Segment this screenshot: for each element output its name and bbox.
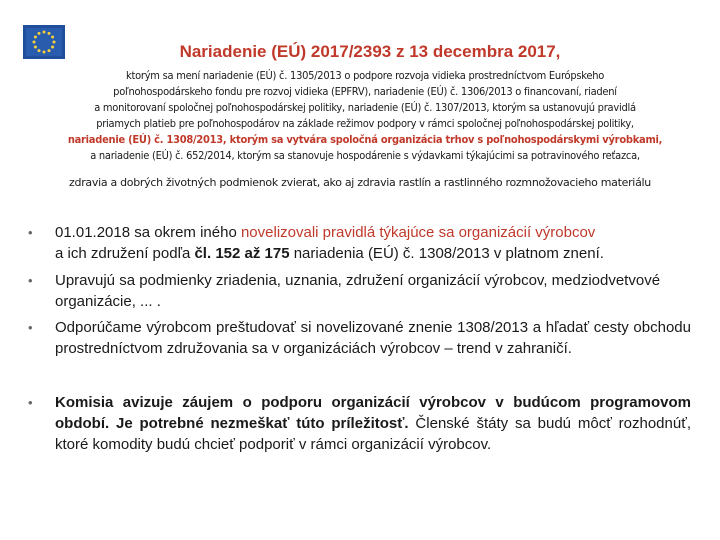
eu-flag-logo <box>23 25 65 59</box>
bullet-icon: • <box>28 395 33 410</box>
intro-line: a monitorovaní spoločnej poľnohospodárskej politiky, nariadenie (EÚ) č. 1307/2013, ktorým sa ustanovujú pravidlá <box>94 101 636 114</box>
page-title: Nariadenie (EÚ) 2017/2393 z 13 decembra 2017, <box>179 42 561 61</box>
point-bold: Komisia avizuje záujem o podporu organizácií výrobcov v budúcom programovom období. Je potrebné nezmeškať túto príležitosť. <box>55 394 691 432</box>
point-text: 01.01.2018 sa okrem iného <box>55 224 241 241</box>
point-text: a ich združení podľa <box>55 245 195 262</box>
point-text: Odporúčame výrobcom preštudovať si novelizované znenie 1308/2013 a hľadať cesty obchodu prostredníctvom združovania sa v organizáciách výrobcov – trend v zahraničí. <box>55 319 691 357</box>
point-text: Upravujú sa podmienky zriadenia, uznania, združení organizácií výrobcov, medziodvetvové organizácie, ... . <box>55 272 661 310</box>
point-text: nariadenia (EÚ) č. 1308/2013 v platnom znení. <box>289 245 604 262</box>
point-text: Členské štáty sa budú môcť rozhodnúť, ktoré komodity budú chcieť podporiť v rámci organizácií výrobcov. <box>55 415 691 453</box>
intro-line-highlight: nariadenie (EÚ) č. 1308/2013, ktorým sa vytvára spoločná organizácia trhov s poľnohospodárskymi výrobkami, <box>67 133 663 146</box>
point-highlight: novelizovali pravidlá týkajúce sa organizácií výrobcov <box>240 224 596 241</box>
list-item <box>28 270 691 312</box>
intro-line: ktorým sa mení nariadenie (EÚ) č. 1305/2013 o podpore rozvoja vidieka prostredníctvom Európskeho <box>125 69 605 82</box>
intro-tail: zdravia a dobrých životných podmienok zvierat, ako aj zdravia rastlín a rastlinného rozmnožovacieho materiálu <box>69 176 651 189</box>
bullet-icon: • <box>28 273 33 288</box>
regulation-intro <box>30 68 700 164</box>
list-item <box>28 317 691 359</box>
intro-line: a nariadenie (EÚ) č. 652/2014, ktorým sa stanovuje hospodárenie s výdavkami týkajúcimi sa potravinového reťazca, <box>90 149 640 162</box>
list-item <box>28 222 691 264</box>
intro-line: poľnohospodárskeho fondu pre rozvoj vidieka (EPFRV), nariadenie (EÚ) č. 1306/2013 o financovaní, riadení <box>113 85 617 98</box>
list-item <box>28 392 691 455</box>
bullet-icon: • <box>28 225 33 240</box>
bullet-icon: • <box>28 320 33 335</box>
point-bold: čl. 152 až 175 <box>194 245 290 262</box>
intro-line: priamych platieb pre poľnohospodárov na základe režimov podpory v rámci spoločnej poľnohospodárskej politiky, <box>96 117 634 130</box>
